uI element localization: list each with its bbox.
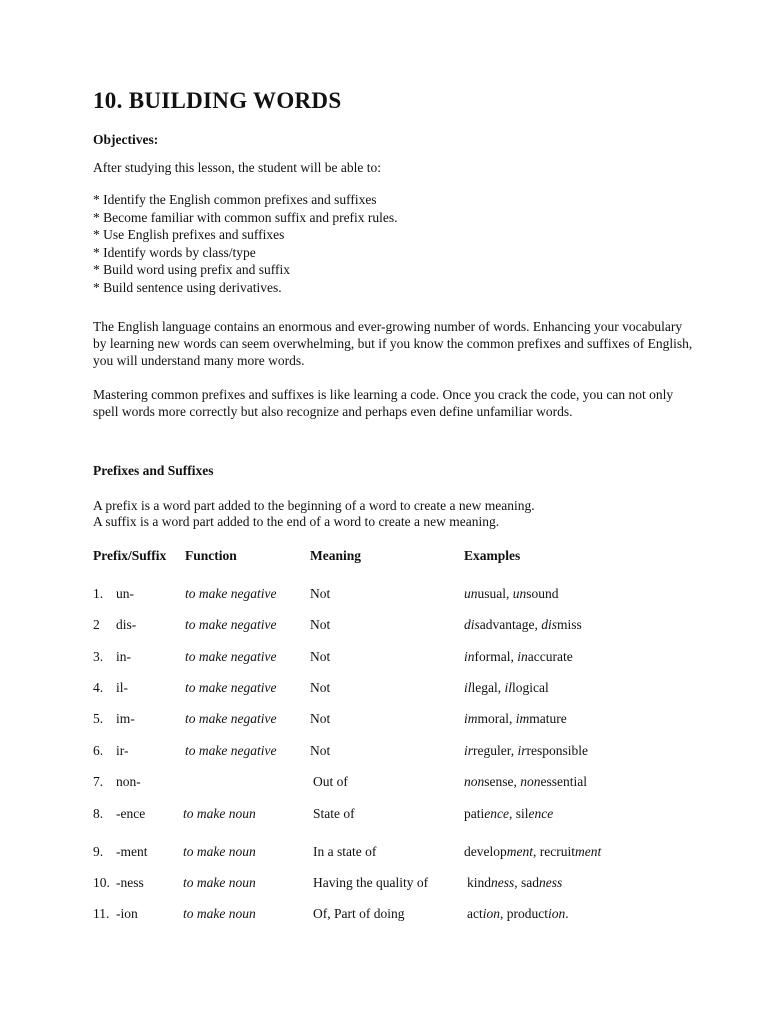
row-meaning: Of, Part of doing bbox=[313, 906, 405, 921]
row-affix: -ion bbox=[116, 906, 138, 921]
example-segment: act bbox=[467, 906, 483, 921]
prefix-definition: A prefix is a word part added to the beginning of a word to create a new meaning. bbox=[93, 498, 535, 513]
objective-item: * Identify words by class/type bbox=[93, 244, 256, 260]
row-meaning: In a state of bbox=[313, 844, 377, 859]
row-affix: -ness bbox=[116, 875, 144, 890]
row-meaning: Not bbox=[310, 711, 331, 726]
header-examples: Examples bbox=[464, 548, 521, 563]
example-segment: kind bbox=[467, 875, 492, 890]
row-affix: im- bbox=[116, 711, 135, 726]
row-number: 2 bbox=[93, 617, 100, 632]
row-function: to make noun bbox=[183, 806, 256, 821]
row-meaning: Not bbox=[310, 586, 331, 601]
row-number: 10. bbox=[93, 875, 110, 890]
example-segment: , sil bbox=[508, 806, 529, 821]
example-segment: non bbox=[520, 774, 541, 789]
row-function: to make noun bbox=[183, 875, 256, 890]
row-affix: non- bbox=[116, 774, 141, 789]
row-meaning: Not bbox=[310, 680, 331, 695]
objectives-heading: Objectives: bbox=[93, 132, 159, 147]
row-function: to make negative bbox=[185, 711, 277, 726]
row-number: 11. bbox=[93, 906, 110, 921]
objective-item: * Use English prefixes and suffixes bbox=[93, 227, 285, 243]
example-segment: , recruit bbox=[533, 844, 575, 859]
example-segment: il bbox=[464, 680, 472, 695]
row-affix: ir- bbox=[116, 743, 129, 758]
example-segment: dis bbox=[464, 617, 480, 632]
example-segment: pati bbox=[464, 806, 485, 821]
header-meaning: Meaning bbox=[310, 548, 362, 563]
example-segment: formal, bbox=[474, 649, 518, 664]
row-examples bbox=[464, 774, 587, 790]
example-segment: ment bbox=[574, 844, 602, 859]
row-number: 1. bbox=[93, 586, 104, 601]
row-number: 3. bbox=[93, 649, 104, 664]
row-meaning: Not bbox=[310, 743, 331, 758]
example-segment: in bbox=[517, 649, 528, 664]
row-examples bbox=[464, 806, 553, 822]
example-segment: develop bbox=[464, 844, 507, 859]
example-segment: . bbox=[565, 906, 569, 921]
example-segment: sound bbox=[526, 586, 559, 601]
example-segment: il bbox=[504, 680, 513, 695]
row-examples bbox=[467, 875, 562, 891]
example-segment: essential bbox=[540, 774, 587, 789]
example-segment: accurate bbox=[527, 649, 573, 664]
suffix-definition: A suffix is a word part added to the end of a word to create a new meaning. bbox=[93, 514, 500, 529]
row-affix: dis- bbox=[116, 617, 137, 632]
example-segment: un bbox=[512, 586, 527, 601]
example-segment: ion bbox=[548, 906, 566, 921]
row-meaning: Not bbox=[310, 649, 331, 664]
example-segment: moral, bbox=[477, 711, 516, 726]
row-function: to make negative bbox=[185, 617, 277, 632]
example-segment: ir bbox=[464, 743, 474, 758]
row-examples bbox=[464, 649, 573, 665]
example-segment: sense, bbox=[484, 774, 521, 789]
row-examples bbox=[464, 680, 549, 696]
row-examples bbox=[464, 711, 567, 727]
header-function: Function bbox=[185, 548, 237, 563]
example-segment: reguler, bbox=[473, 743, 518, 758]
example-segment: ness bbox=[539, 875, 563, 890]
example-segment: ness bbox=[491, 875, 515, 890]
row-number: 4. bbox=[93, 680, 104, 695]
row-function: to make noun bbox=[183, 906, 256, 921]
row-number: 8. bbox=[93, 806, 104, 821]
row-meaning: State of bbox=[313, 806, 355, 821]
header-prefix-suffix: Prefix/Suffix bbox=[93, 548, 167, 563]
example-segment: ion bbox=[482, 906, 501, 921]
objective-item: * Identify the English common prefixes and suffixes bbox=[93, 192, 377, 207]
row-meaning: Having the quality of bbox=[313, 875, 429, 890]
section-heading: Prefixes and Suffixes bbox=[93, 463, 214, 478]
row-function: to make negative bbox=[185, 649, 277, 664]
example-segment: advantage, bbox=[479, 617, 542, 632]
intro-text: After studying this lesson, the student will be able to: bbox=[93, 160, 381, 175]
objective-item: * Build sentence using derivatives. bbox=[93, 279, 282, 295]
example-segment: dis bbox=[541, 617, 557, 632]
example-segment: un bbox=[464, 586, 478, 601]
row-number: 5. bbox=[93, 711, 104, 726]
example-segment: , product bbox=[500, 906, 549, 921]
row-function: to make negative bbox=[185, 586, 277, 601]
example-segment: in bbox=[464, 649, 475, 664]
paragraph-code: Mastering common prefixes and suffixes is like learning a code. Once you crack the code, you can not only spell words more correctly but also recognize and perhaps even define unfamiliar words. bbox=[93, 387, 674, 419]
example-segment: mature bbox=[529, 711, 567, 726]
row-affix: -ment bbox=[116, 844, 148, 859]
row-number: 9. bbox=[93, 844, 104, 859]
row-function: to make noun bbox=[183, 844, 256, 859]
paragraph-intro: The English language contains an enormous and ever-growing number of words. Enhancing your vocabulary by learning new words can seem overwhelming, but if you know the common prefixes and suffixes of English, you will understand many more words. bbox=[93, 319, 693, 368]
example-segment: usual, bbox=[477, 586, 513, 601]
row-affix: -ence bbox=[116, 806, 146, 821]
row-examples bbox=[464, 586, 559, 602]
row-examples bbox=[467, 906, 569, 922]
row-affix: il- bbox=[116, 680, 128, 695]
objective-item: * Build word using prefix and suffix bbox=[93, 262, 290, 278]
row-meaning: Not bbox=[310, 617, 331, 632]
example-segment: logical bbox=[512, 680, 549, 695]
example-segment: ence bbox=[484, 806, 509, 821]
example-segment: responsible bbox=[526, 743, 588, 758]
row-examples bbox=[464, 844, 601, 860]
row-number: 6. bbox=[93, 743, 104, 758]
example-segment: legal, bbox=[471, 680, 505, 695]
example-segment: ence bbox=[528, 806, 554, 821]
example-segment: ment bbox=[506, 844, 533, 859]
example-segment: , sad bbox=[514, 875, 540, 890]
example-segment: miss bbox=[557, 617, 582, 632]
example-segment: ir bbox=[517, 743, 527, 758]
row-function: to make negative bbox=[185, 743, 277, 758]
example-segment: non bbox=[464, 774, 485, 789]
example-segment: im bbox=[464, 711, 478, 726]
row-meaning: Out of bbox=[313, 774, 348, 789]
objectives-list bbox=[93, 191, 398, 297]
objective-item: * Become familiar with common suffix and prefix rules. bbox=[93, 209, 398, 225]
page-title: 10. BUILDING WORDS bbox=[93, 88, 342, 113]
example-segment: im bbox=[515, 711, 530, 726]
row-examples bbox=[464, 617, 582, 633]
row-number: 7. bbox=[93, 774, 104, 789]
row-examples bbox=[464, 743, 588, 759]
row-affix: in- bbox=[116, 649, 131, 664]
row-function: to make negative bbox=[185, 680, 277, 695]
row-affix: un- bbox=[116, 586, 134, 601]
